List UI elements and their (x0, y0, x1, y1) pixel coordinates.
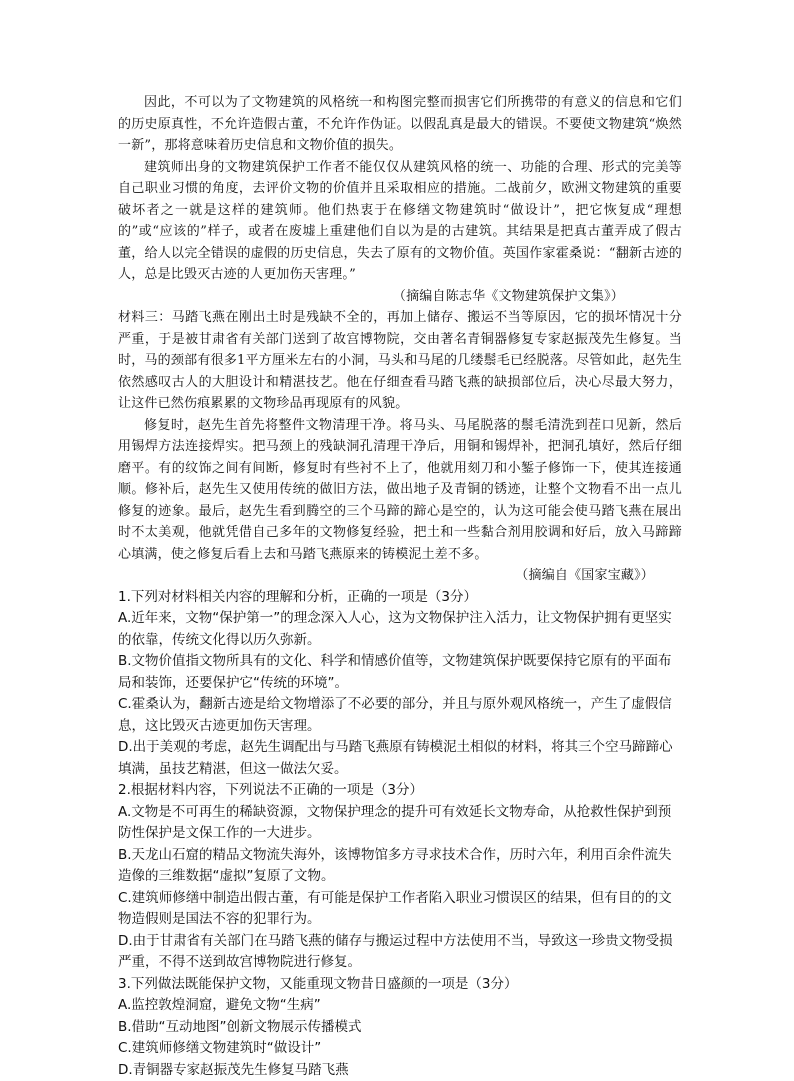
passage-paragraph-1: 因此，不可以为了文物建筑的风格统一和构图完整而损害它们所携带的有意义的信息和它们的历史原真性，不允许造假古董，不允许作伪证。以假乱真是最大的错误。不要使文物建筑“焕然一新”，那将意味着历史信息和文物价值的损失。 (118, 92, 682, 157)
question-1-option-d: D.出于美观的考虑，赵先生调配出与马踏飞燕原有铸模泥土相似的材料，将其三个空马蹄蹄心填满，虽技艺精湛，但这一做法欠妥。 (118, 737, 682, 780)
question-2-option-d: D.由于甘肃省有关部门在马踏飞燕的储存与搬运过程中方法使用不当，导致这一珍贵文物受损严重，不得不送到故宫博物院进行修复。 (118, 931, 682, 974)
question-1-option-a: A.近年来，文物“保护第一”的理念深入人心，这为文物保护注入活力，让文物保护拥有更坚实的依靠，传统文化得以历久弥新。 (118, 608, 682, 651)
passage-paragraph-4: 修复时，赵先生首先将整件文物清理干净。将马头、马尾脱落的鬃毛清洗到茬口见新，然后用锡焊方法连接焊实。把马颈上的残缺洞孔清理干净后，用铜和锡焊补，把洞孔填好，然后仔细磨平。有的纹饰之间有间断，修复时有些衬不上了，他就用刻刀和小錾子修饰一下，使其连接通顺。修补后，赵先生又使用传统的做旧方法，做出地子及青铜的锈迹，让整个文物看不出一点儿修复的迹象。最后，赵先生看到腾空的三个马蹄的蹄心是空的，认为这可能会使马踏飞燕在展出时不太美观，他就凭借自己多年的文物修复经验，把土和一些黏合剂用胶调和好后，放入马蹄蹄心填满，使之修复后看上去和马踏飞燕原来的铸模泥土差不多。 (118, 415, 682, 566)
question-3-option-c: C.建筑师修缮文物建筑时“做设计” (118, 1038, 682, 1060)
passage-paragraph-3 (118, 307, 682, 415)
questions (118, 587, 682, 1081)
question-2-stem: 2.根据材料内容，下列说法不正确的一项是（3分） (118, 780, 682, 802)
question-3-option-d: D.青铜器专家赵振茂先生修复马踏飞燕 (118, 1060, 682, 1081)
question-2-option-c: C.建筑师修缮中制造出假古董，有可能是保护工作者陷入职业习惯误区的结果，但有目的的文物造假则是国法不容的犯罪行为。 (118, 888, 682, 931)
question-3-stem: 3.下列做法既能保护文物，又能重现文物昔日盛颜的一项是（3分） (118, 974, 682, 996)
source-citation-2: （摘编自《国家宝藏》） (118, 565, 682, 587)
question-2-option-a: A.文物是不可再生的稀缺资源，文物保护理念的提升可有效延长文物寿命，从抢救性保护到预防性保护是文保工作的一大进步。 (118, 802, 682, 845)
question-3-option-b: B.借助“互动地图”创新文物展示传播模式 (118, 1017, 682, 1039)
question-1-stem: 1.下列对材料相关内容的理解和分析，正确的一项是（3分） (118, 587, 682, 609)
passage-paragraph-2: 建筑师出身的文物建筑保护工作者不能仅仅从建筑风格的统一、功能的合理、形式的完美等自己职业习惯的角度，去评价文物的价值并且采取相应的措施。二战前夕，欧洲文物建筑的重要破坏者之一就是这样的建筑师。他们热衷于在修缮文物建筑时“做设计”，把它恢复成“理想的”或“应该的”样子，或者在废墟上重建他们自以为是的古建筑。其结果是把真古董弄成了假古董，给人以完全错误的虚假的历史信息，失去了原有的文物价值。英国作家霍桑说：“翻新古迹的人，总是比毁灭古迹的人更加伤天害理。” (118, 157, 682, 286)
source-citation-1: （摘编自陈志华《文物建筑保护文集》） (118, 286, 682, 308)
question-1-option-b: B.文物价值指文物所具有的文化、科学和情感价值等，文物建筑保护既要保持它原有的平面布局和装饰，还要保护它“传统的环境”。 (118, 651, 682, 694)
question-2-option-b: B.天龙山石窟的精品文物流失海外，该博物馆多方寻求技术合作，历时六年，利用百余件流失造像的三维数据“虚拟”复原了文物。 (118, 845, 682, 888)
material-three-text: 马踏飞燕在刚出土时是残缺不全的，再加上储存、搬运不当等原因，它的损坏情况十分严重，于是被甘肃省有关部门送到了故宫博物院，交由著名青铜器修复专家赵振茂先生修复。当时，马的颈部有很多1平方厘米左右的小洞，马头和马尾的几缕鬃毛已经脱落。尽管如此，赵先生依然感叹古人的大胆设计和精湛技艺。他在仔细查看马踏飞燕的缺损部位后，决心尽最大努力，让这件已然伤痕累累的文物珍品再现原有的风貌。 (118, 310, 682, 411)
question-1-option-c: C.霍桑认为，翻新古迹是给文物增添了不必要的部分，并且与原外观风格统一，产生了虚假信息，这比毁灭古迹更加伤天害理。 (118, 694, 682, 737)
passage (118, 92, 682, 587)
material-three-label: 材料三： (118, 310, 172, 325)
question-3-option-a: A.监控敦煌洞窟，避免文物“生病” (118, 995, 682, 1017)
